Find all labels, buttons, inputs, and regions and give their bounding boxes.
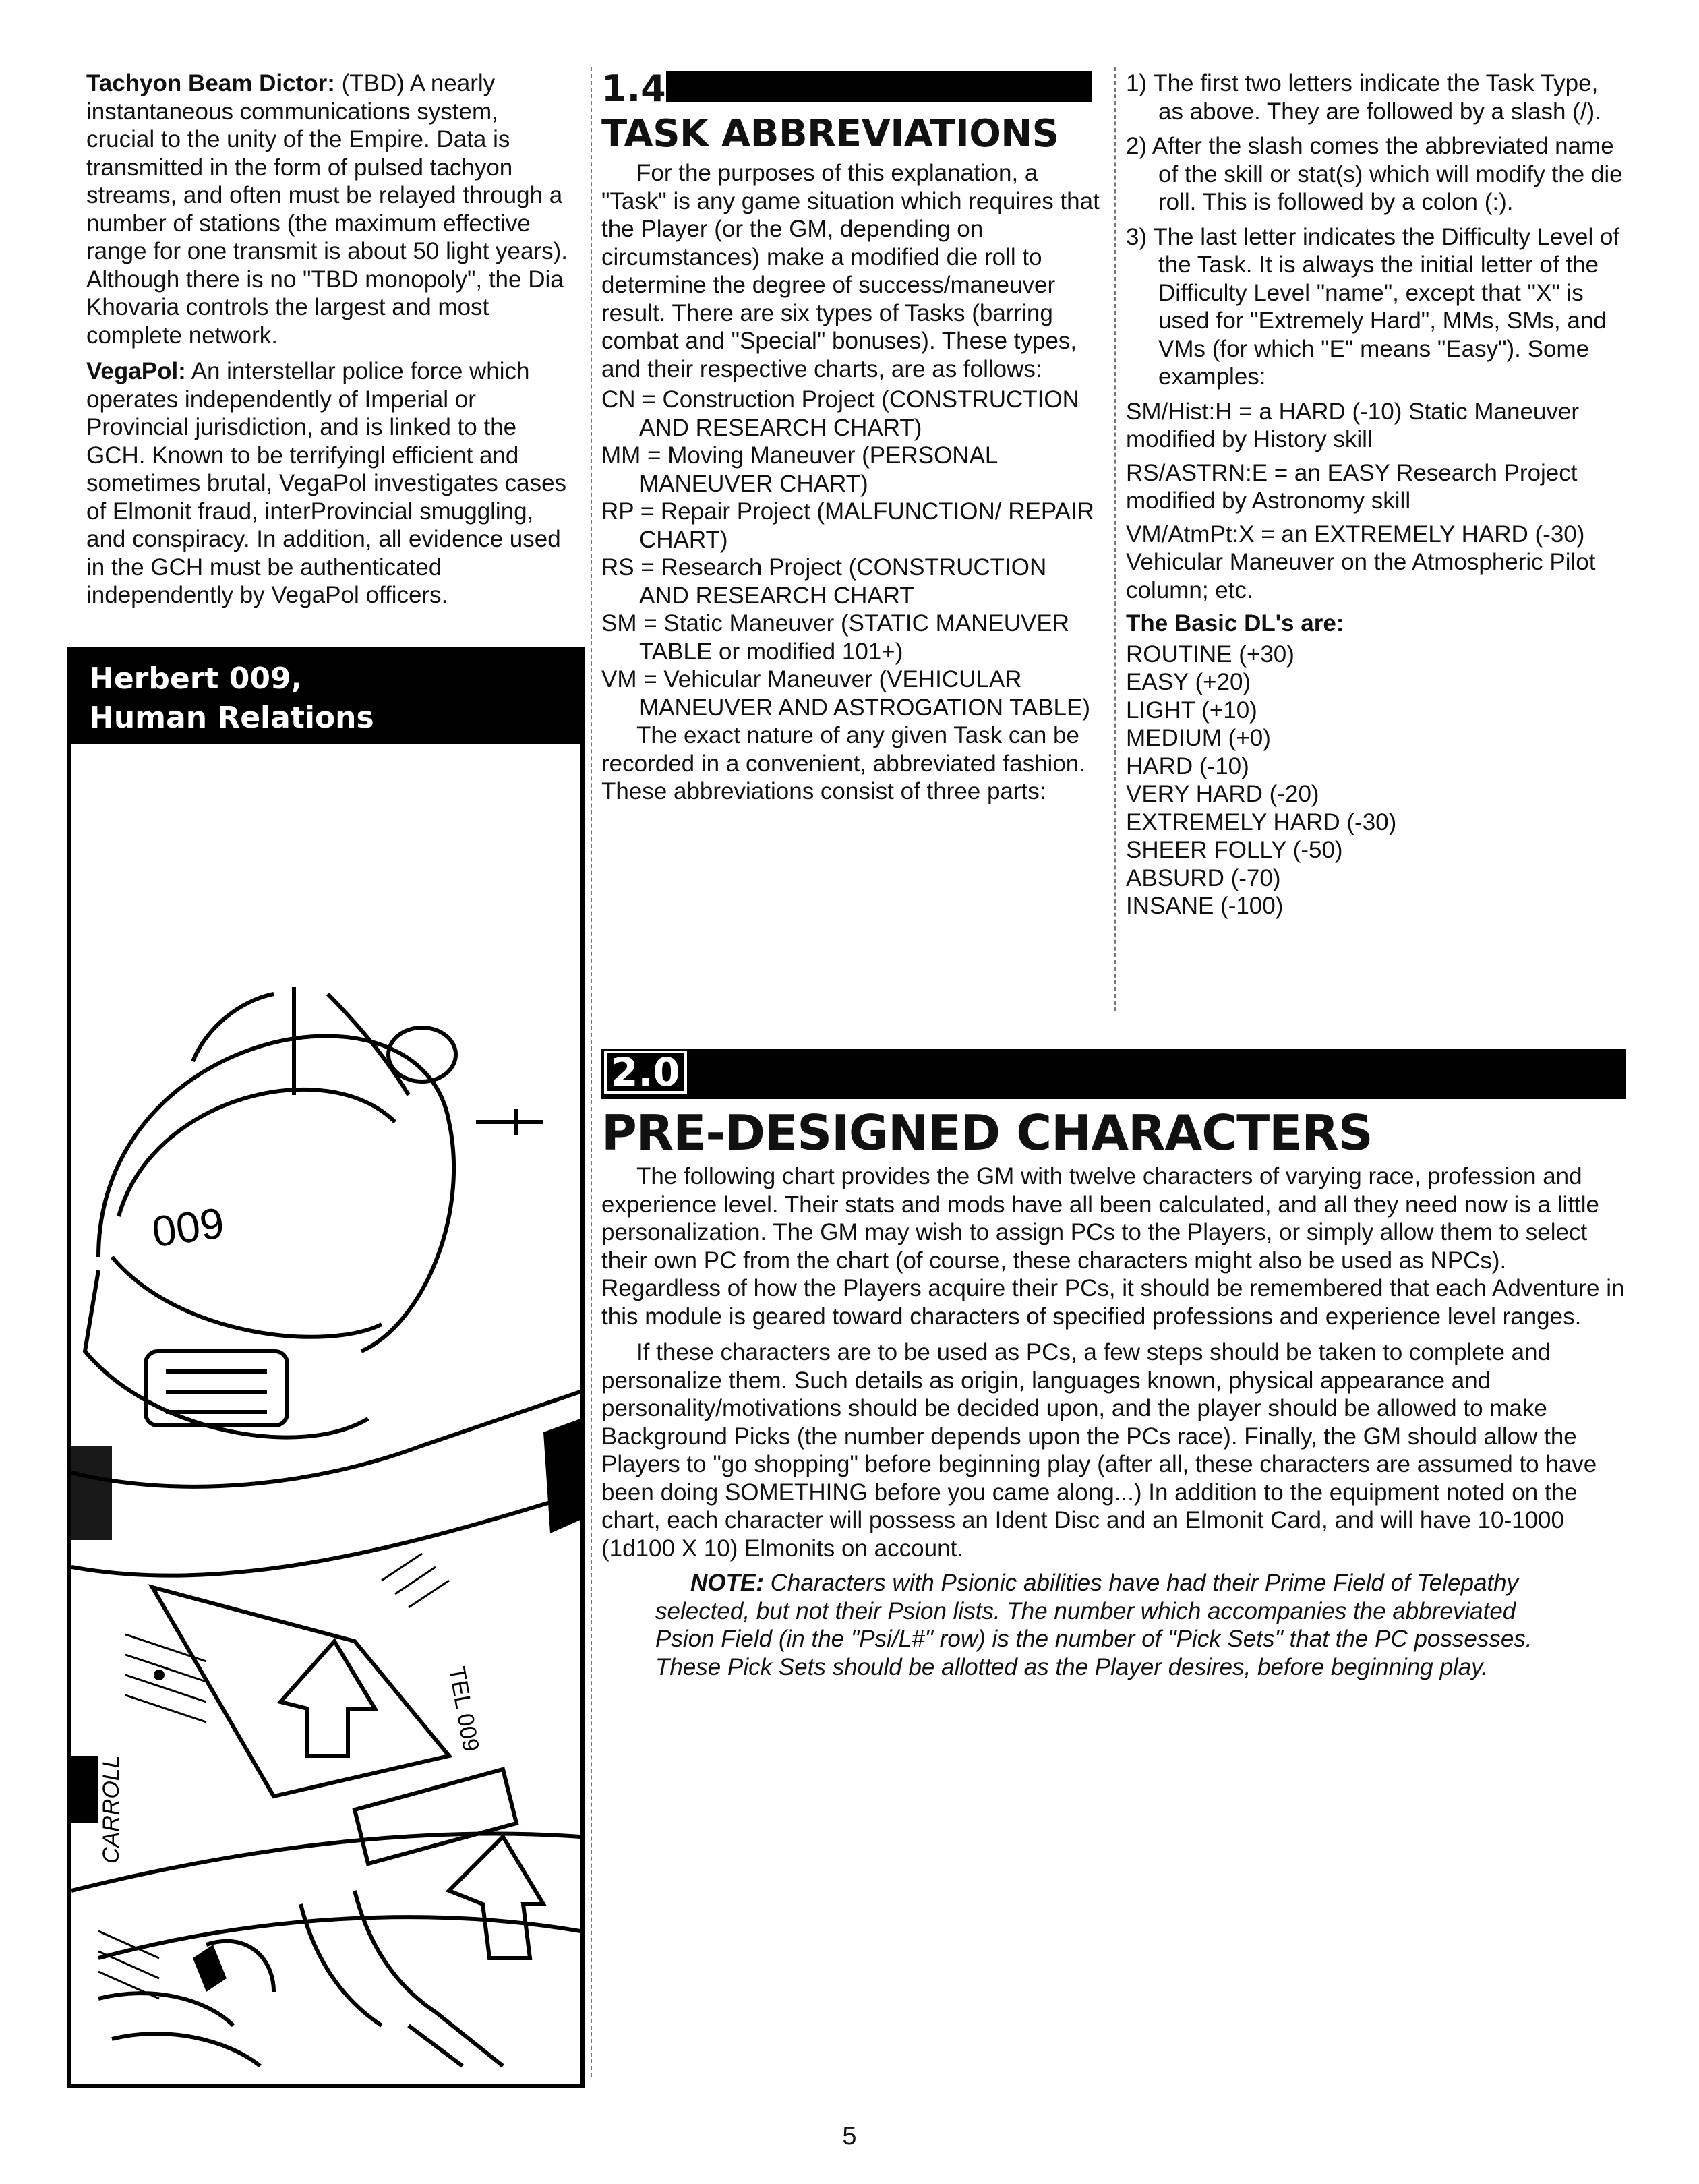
column-divider [1114,67,1116,1011]
glossary-entry-tbd [86,69,572,349]
task-type-item: CN = Construction Project (CONSTRUCTION AND RESEARCH CHART) [601,386,1079,441]
difficulty-level-item: LIGHT (+10) [1126,697,1257,724]
section-outro: The exact nature of any given Task can be recorded in a convenient, abbreviated fashion. These abbreviations consist of three parts: [601,722,1085,804]
section-title: PRE-DESIGNED CHARACTERS [601,1104,1373,1161]
note-text: Characters with Psionic abilities have had their Prime Field of Telepathy selected, but not their Psion lists. The number which accompanies the abbreviated Psion Field (in the "Psi/L#" row) is the number of "Pick Sets" that the PC possesses. These Pick Sets should be allotted as the Player desires, before beginning play. [655,1570,1532,1680]
section-rule [666,71,1092,102]
difficulty-level-item: EASY (+20) [1126,669,1251,695]
abbreviation-part: 1) The first two letters indicate the Task Type, as above. They are followed by a slash (/). [1126,70,1601,125]
glossary-definition: An interstellar police force which operates independently of Imperial or Provincial jurisdiction, and is linked to the GCH. Known to be terrifyingl efficient and sometimes brutal, VegaPol investigates cases of Elmonit fraud, interProvincial smuggling, and conspiracy. In addition, all evidence used in the GCH must be authenticated independently by VegaPol officers. [86,358,567,608]
task-type-list [601,386,1100,721]
glossary-term: Tachyon Beam Dictor: [86,70,335,96]
difficulty-level-item: ROUTINE (+30) [1126,641,1294,668]
section-paragraph: The following chart provides the GM with twelve characters of varying race, profession and experience level. Their stats and mods have all been calculated, and all they need now is a little personalization. The GM may wish to assign PCs to the Players, or simply allow them to select their own PC from the chart (of course, these characters might also be used as NPCs). Regardless of how the Players acquire their PCs, it should be remembered that each Adventure in this module is geared toward characters of specified professions and experience level ranges. [601,1163,1625,1330]
section-number: 1.4 [601,67,666,110]
task-type-item: VM = Vehicular Maneuver (VEHICULAR MANEUVER AND ASTROGATION TABLE) [601,666,1091,721]
abbreviation-part: 3) The last letter indicates the Difficulty Level of the Task. It is always the initial letter of the Difficulty Level "name", except that "X" is used for "Extremely Hard", MMs, SMs, and VMs (for which "E" means "Easy"). Some examples: [1126,223,1620,390]
glossary-column [86,69,572,618]
section-title: TASK ABBREVIATIONS [601,112,1059,156]
section-2-0 [601,1049,1626,1681]
dl-heading: The Basic DL's are: [1126,610,1344,637]
abbreviation-example: RS/ASTRN:E = an EASY Research Project modified by Astronomy skill [1126,459,1578,514]
glossary-entry-vegapol [86,357,572,610]
difficulty-level-list [1126,641,1625,920]
glossary-definition: (TBD) A nearly instantaneous communications system, crucial to the unity of the Empire. Data is transmitted in the form of pulsed tachyon streams, and often must be relayed through a number of stations (the maximum effective range for one transmit is about 50 light years). Although there is no "TBD monopoly", the Dia Khovaria controls the largest and most complete network. [86,70,568,349]
difficulty-level-item: EXTREMELY HARD (-30) [1126,808,1397,835]
caption-line-2: Human Relations [89,701,374,735]
difficulty-level-item: MEDIUM (+0) [1126,725,1271,751]
task-type-item: SM = Static Maneuver (STATIC MANEUVER TABLE or modified 101+) [601,610,1070,665]
note-label: NOTE: [690,1570,764,1596]
page-number: 5 [842,2122,857,2150]
torso-label: TEL 009 [444,1664,484,1754]
column-divider [591,67,592,2077]
task-type-item: MM = Moving Maneuver (PERSONAL MANEUVER CHART) [601,442,998,497]
difficulty-level-item: VERY HARD (-20) [1126,781,1319,807]
difficulty-level-item: HARD (-10) [1126,752,1249,779]
illustration-caption [71,651,580,744]
note-paragraph [655,1569,1545,1681]
helmet-number: 009 [149,1198,227,1257]
section-number-bar [601,67,1100,111]
task-type-item: RS = Research Project (CONSTRUCTION AND RESEARCH CHART [601,554,1047,609]
caption-line-1: Herbert 009, [89,661,303,696]
section-number-bar [601,1049,1626,1099]
abbreviation-example: VM/AtmPt:X = an EXTREMELY HARD (-30) Vehicular Maneuver on the Atmospheric Pilot column; etc. [1126,521,1596,603]
difficulty-level-item: INSANE (-100) [1126,893,1284,919]
illustration-panel [67,647,585,2088]
section-number: 2.0 [604,1051,687,1094]
glossary-term: VegaPol: [86,358,186,384]
section-intro: For the purposes of this explanation, a "Task" is any game situation which requires that the Player (or the GM, depending on circumstances) make a modified die roll to determine the degree of success/maneuver result. There are six types of Tasks (barring combat and "Special" bonuses). These types, and their respective charts, are as follows: [601,160,1100,382]
difficulty-level-item: SHEER FOLLY (-50) [1126,837,1343,863]
abbreviation-part: 2) After the slash comes the abbreviated name of the skill or stat(s) which will modify the die roll. This is followed by a colon (:). [1126,133,1623,215]
section-paragraph: If these characters are to be used as PCs, a few steps should be taken to complete and personalize them. Such details as origin, languages known, physical appearance and personality/motivations should be decided upon, and the player should be allowed to make Background Picks (the number depends upon the PCs race). Finally, the GM should allow the Players to "go shopping" before beginning play (after all, these characters are assumed to have been doing SOMETHING before you came along...) In addition to the equipment noted on the chart, each character will possess an Ident Disc and an Elmonit Card, and will have 10-1000 (1d100 X 10) Elmonits on account. [601,1339,1597,1562]
robot-illustration [71,744,580,2084]
section-1-4 [601,67,1100,806]
task-type-item: RP = Repair Project (MALFUNCTION/ REPAIR CHART) [601,498,1094,553]
abbreviation-parts-column [1126,69,1625,920]
abbreviation-example: SM/Hist:H = a HARD (-10) Static Maneuver modified by History skill [1126,398,1579,452]
artist-signature: CARROLL [98,1755,124,1864]
difficulty-level-item: ABSURD (-70) [1126,864,1281,891]
